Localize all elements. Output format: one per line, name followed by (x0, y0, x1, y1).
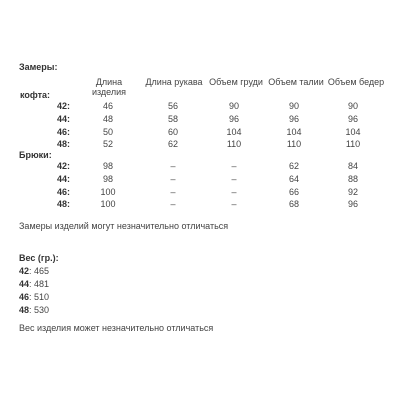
table-cell: 110 (226, 139, 242, 149)
weight-size: 48 (19, 305, 30, 315)
table-cell: 50 (102, 127, 113, 137)
measurements-note: Замеры изделий могут незначительно отличаться (19, 221, 229, 231)
table-cell: 90 (288, 101, 299, 111)
table-cell: 84 (347, 161, 358, 171)
column-header-hips: Объем бедер (327, 77, 385, 87)
size-label: 44: (56, 174, 70, 184)
size-label: 46: (56, 127, 70, 137)
size-label: 42: (56, 101, 70, 111)
table-cell: 62 (167, 139, 178, 149)
kofta-title: кофта: (20, 90, 51, 100)
weight-note: Вес изделия может незначительно отличаться (19, 323, 214, 333)
table-cell: – (231, 174, 237, 184)
table-cell: 58 (167, 114, 178, 124)
table-cell: 48 (102, 114, 113, 124)
weight-size: 42 (19, 266, 30, 276)
table-cell: 104 (345, 127, 361, 137)
column-header-sleeve: Длина рукава (145, 77, 203, 87)
table-cell: 66 (288, 187, 299, 197)
size-label: 48: (56, 199, 70, 209)
column-header-waist: Объем талии (268, 77, 324, 87)
table-cell: 90 (347, 101, 358, 111)
weight-value: : 481 (29, 279, 50, 289)
table-cell: 52 (102, 139, 113, 149)
table-cell: 96 (228, 114, 239, 124)
table-cell: 110 (286, 139, 302, 149)
weight-line (19, 266, 49, 276)
table-cell: 88 (347, 174, 358, 184)
table-cell: 56 (167, 101, 178, 111)
table-cell: 96 (288, 114, 299, 124)
weight-value: : 465 (29, 266, 50, 276)
size-label: 44: (56, 114, 70, 124)
table-cell: – (231, 187, 237, 197)
table-cell: 60 (167, 127, 178, 137)
table-cell: – (170, 187, 176, 197)
table-cell: 90 (228, 101, 239, 111)
table-cell: 96 (347, 114, 358, 124)
table-cell: 98 (102, 161, 113, 171)
column-header-length: Длина изделия (91, 77, 127, 97)
table-cell: – (231, 161, 237, 171)
table-cell: 46 (102, 101, 113, 111)
table-cell: 62 (288, 161, 299, 171)
size-label: 42: (56, 161, 70, 171)
size-label: 46: (56, 187, 70, 197)
table-cell: 100 (100, 199, 116, 209)
size-label: 48: (56, 139, 70, 149)
weight-value: : 530 (29, 305, 50, 315)
table-cell: 100 (100, 187, 116, 197)
table-cell: 64 (288, 174, 299, 184)
weight-size: 44 (19, 279, 30, 289)
weight-value: : 510 (29, 292, 50, 302)
weight-size: 46 (19, 292, 30, 302)
table-cell: 104 (226, 127, 242, 137)
table-cell: 110 (345, 139, 361, 149)
table-cell: – (170, 161, 176, 171)
weight-line (19, 305, 49, 315)
table-cell: 68 (288, 199, 299, 209)
table-cell: – (170, 199, 176, 209)
weight-line (19, 279, 49, 289)
pants-title: Брюки: (19, 150, 52, 160)
table-cell: – (231, 199, 237, 209)
table-cell: 92 (347, 187, 358, 197)
column-header-chest: Объем груди (209, 77, 263, 87)
table-cell: 96 (347, 199, 358, 209)
table-cell: 104 (286, 127, 302, 137)
weight-title: Вес (гр.): (19, 253, 59, 263)
weight-line (19, 292, 49, 302)
table-cell: – (170, 174, 176, 184)
measurements-title: Замеры: (19, 62, 58, 72)
table-cell: 98 (102, 174, 113, 184)
